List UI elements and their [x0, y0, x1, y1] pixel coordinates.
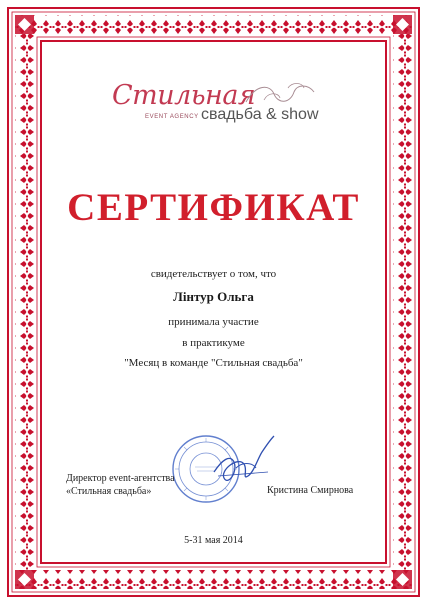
director-name: Кристина Смирнова	[267, 485, 354, 496]
director-title: Директор event-агентства	[66, 473, 175, 484]
logo-agency-text: EVENT AGENCY	[145, 114, 199, 120]
logo-subtitle: свадьба & show	[201, 106, 319, 123]
director-block	[66, 472, 175, 498]
agency-name: «Стильная свадьба»	[66, 486, 152, 497]
certificate-date: 5-31 мая 2014	[184, 535, 243, 546]
agency-logo	[0, 80, 427, 140]
certificate-title: СЕРТИФИКАТ	[67, 186, 360, 229]
recipient-name: Лінтур Ольга	[173, 289, 254, 304]
participated-text: принимала участие	[168, 316, 259, 328]
program-name: "Месяц в команде "Стильная свадьба"	[124, 357, 303, 369]
logo-script-name: Стильная	[112, 80, 256, 111]
practicum-text: в практикуме	[182, 337, 245, 349]
attests-text: свидетельствует о том, что	[150, 268, 277, 280]
